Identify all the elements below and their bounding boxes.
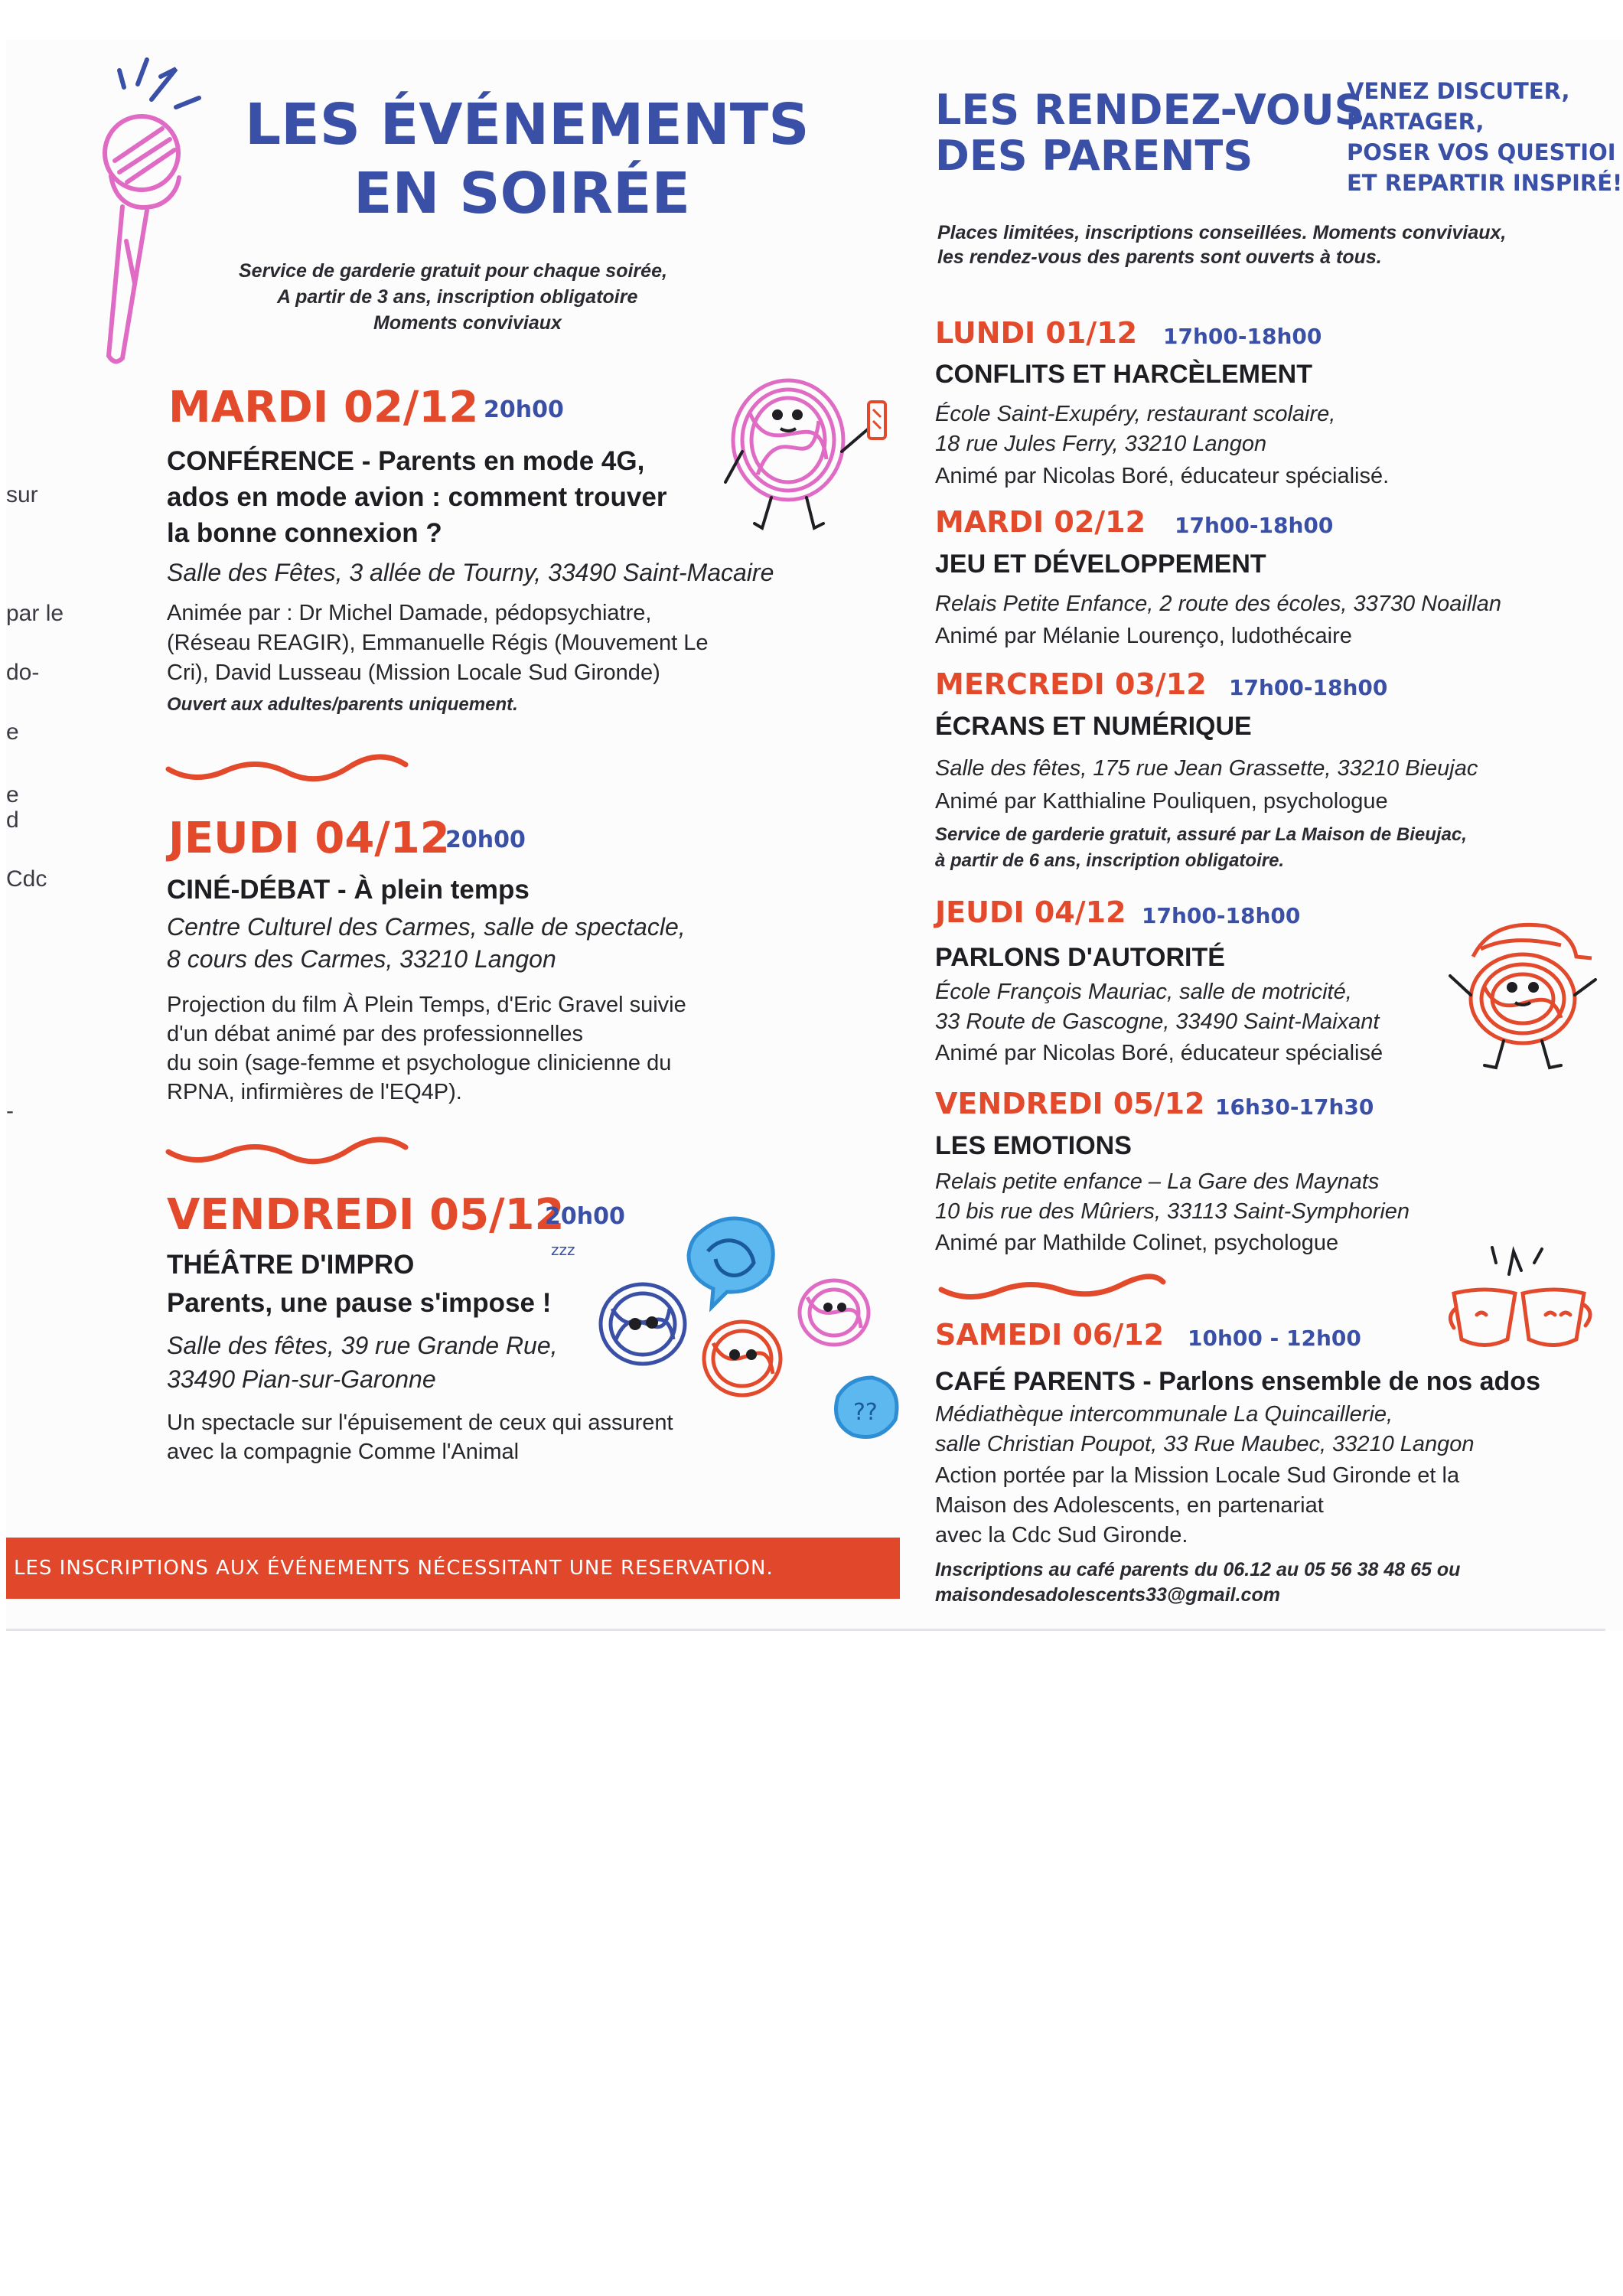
rdv-line: 18 rue Jules Ferry, 33210 Langon [935, 432, 1267, 456]
event-note: Ouvert aux adultes/parents uniquement. [167, 694, 518, 715]
event-place: 33490 Pian-sur-Garonne [167, 1365, 436, 1393]
rdv-day: MARDI 02/12 [935, 505, 1146, 539]
event-time: 20h00 [484, 396, 564, 423]
rdv-line: Maison des Adolescents, en partenariat [935, 1493, 1324, 1518]
microphone-icon [61, 54, 230, 375]
cap-character-icon [1439, 903, 1607, 1079]
rdv-note: Inscriptions au café parents du 06.12 au 05 56 38 48 65 ou [935, 1559, 1461, 1580]
rdv-title: PARLONS D'AUTORITÉ [935, 943, 1225, 972]
coffee-cups-icon [1439, 1240, 1599, 1355]
rdv-line: Relais petite enfance – La Gare des Maynats [935, 1169, 1380, 1194]
svg-text:zzz: zzz [551, 1241, 575, 1259]
event-place: Salle des Fêtes, 3 allée de Tourny, 33490 Saint-Macaire [167, 559, 774, 586]
left-intro-line: Service de garderie gratuit pour chaque soirée, [239, 260, 667, 282]
event-day: VENDREDI 05/12 [167, 1190, 565, 1240]
event-title: Parents, une pause s'impose ! [167, 1288, 552, 1318]
rdv-line: Animé par Nicolas Boré, éducateur spécialisé [935, 1041, 1383, 1065]
rdv-time: 16h30-17h30 [1215, 1094, 1374, 1120]
rdv-line: Animé par Mathilde Colinet, psychologue [935, 1231, 1339, 1255]
left-intro-line: A partir de 3 ans, inscription obligatoire [277, 286, 638, 308]
right-intro-line: les rendez-vous des parents sont ouverts à tous. [937, 246, 1382, 268]
event-place: Centre Culturel des Carmes, salle de spectacle, [167, 913, 686, 941]
rdv-note: Service de garderie gratuit, assuré par La Maison de Bieujac, [935, 824, 1467, 845]
event-desc: avec la compagnie Comme l'Animal [167, 1440, 520, 1464]
rdv-day: JEUDI 04/12 [935, 895, 1126, 929]
rdv-note: à partir de 6 ans, inscription obligatoire. [935, 850, 1285, 871]
rdv-line: École François Mauriac, salle de motricité, [935, 980, 1352, 1004]
event-time: 20h00 [445, 827, 526, 853]
event-desc: RPNA, infirmières de l'EQ4P). [167, 1080, 462, 1104]
left-cutoff-text: d [6, 807, 19, 833]
event-title: CINÉ-DÉBAT - À plein temps [167, 875, 530, 905]
rdv-title: ÉCRANS ET NUMÉRIQUE [935, 712, 1252, 741]
event-place: Salle des fêtes, 39 rue Grande Rue, [167, 1332, 558, 1359]
rdv-note: maisondesadolescents33@gmail.com [935, 1584, 1280, 1606]
registration-banner: LES INSCRIPTIONS AUX ÉVÉNEMENTS NÉCESSITANT UNE RESERVATION. [6, 1538, 900, 1599]
rdv-line: 10 bis rue des Mûriers, 33113 Saint-Symphorien [935, 1199, 1410, 1224]
rdv-line: 33 Route de Gascogne, 33490 Saint-Maixant [935, 1009, 1380, 1034]
rdv-day: LUNDI 01/12 [935, 316, 1138, 350]
decorative-squiggle [937, 1273, 1167, 1303]
event-time: 20h00 [545, 1203, 625, 1230]
rdv-time: 17h00-18h00 [1163, 324, 1322, 349]
rdv-line: Relais Petite Enfance, 2 route des écoles, 33730 Noaillan [935, 592, 1501, 616]
rdv-time: 17h00-18h00 [1142, 903, 1301, 928]
right-side-text: ET REPARTIR INSPIRÉ! [1347, 170, 1623, 196]
left-cutoff-text: e [6, 782, 19, 807]
event-title: CONFÉRENCE - Parents en mode 4G, [167, 446, 645, 476]
scan-edge [6, 1629, 1605, 1631]
rdv-line: Salle des fêtes, 175 rue Jean Grassette, 33210 Bieujac [935, 756, 1478, 781]
left-cutoff-text: do- [6, 660, 40, 685]
rdv-title: CAFÉ PARENTS - Parlons ensemble de nos ados [935, 1367, 1540, 1396]
bubble-characters-icon [536, 1209, 903, 1462]
rdv-day: VENDREDI 05/12 [935, 1087, 1205, 1120]
event-title: THÉÂTRE D'IMPRO [167, 1250, 415, 1280]
event-place: 8 cours des Carmes, 33210 Langon [167, 945, 556, 973]
rdv-title: JEU ET DÉVELOPPEMENT [935, 550, 1266, 579]
right-side-text: PARTAGER, [1347, 109, 1484, 135]
right-title-line1: LES RENDEZ-VOUS [935, 86, 1364, 134]
left-title-line1: LES ÉVÉNEMENTS [245, 92, 810, 158]
event-desc: (Réseau REAGIR), Emmanuelle Régis (Mouvement Le [167, 631, 709, 655]
event-desc: d'un débat animé par des professionnelles [167, 1022, 584, 1046]
right-side-text: VENEZ DISCUTER, [1347, 78, 1570, 104]
phone-character-icon [712, 367, 918, 559]
event-day: MARDI 02/12 [168, 383, 479, 432]
svg-text:??: ?? [853, 1399, 878, 1426]
event-desc: Projection du film À Plein Temps, d'Eric Gravel suivie [167, 993, 686, 1017]
event-desc: Un spectacle sur l'épuisement de ceux qui assurent [167, 1411, 673, 1435]
left-intro-line: Moments conviviaux [373, 312, 562, 334]
rdv-line: Action portée par la Mission Locale Sud Gironde et la [935, 1463, 1460, 1488]
rdv-time: 10h00 - 12h00 [1188, 1326, 1361, 1351]
event-title: ados en mode avion : comment trouver [167, 482, 667, 512]
decorative-squiggle [165, 754, 409, 784]
event-desc: Animée par : Dr Michel Damade, pédopsychiatre, [167, 601, 652, 625]
rdv-title: CONFLITS ET HARCÈLEMENT [935, 360, 1312, 389]
rdv-time: 17h00-18h00 [1175, 513, 1334, 538]
left-title-line2: EN SOIRÉE [354, 161, 691, 227]
event-title: la bonne connexion ? [167, 518, 442, 548]
rdv-line: Animé par Katthialine Pouliquen, psychologue [935, 789, 1388, 814]
decorative-squiggle [165, 1137, 409, 1167]
left-cutoff-text: par le [6, 601, 64, 626]
rdv-time: 17h00-18h00 [1229, 675, 1388, 700]
left-cutoff-text: - [6, 1098, 14, 1124]
event-desc: Cri), David Lusseau (Mission Locale Sud Gironde) [167, 660, 660, 685]
right-title-line2: DES PARENTS [935, 132, 1253, 180]
rdv-day: SAMEDI 06/12 [935, 1318, 1165, 1352]
left-cutoff-text: e [6, 719, 19, 745]
rdv-title: LES EMOTIONS [935, 1131, 1132, 1160]
right-side-text: POSER VOS QUESTIOI [1347, 139, 1616, 165]
event-desc: du soin (sage-femme et psychologue clinicienne du [167, 1051, 672, 1075]
event-day: JEUDI 04/12 [168, 814, 450, 863]
rdv-line: avec la Cdc Sud Gironde. [935, 1523, 1188, 1548]
left-cutoff-text: sur [6, 482, 38, 507]
rdv-line: Animé par Mélanie Lourenço, ludothécaire [935, 624, 1352, 648]
right-intro-line: Places limitées, inscriptions conseillées. Moments conviviaux, [937, 222, 1507, 243]
left-cutoff-text: Cdc [6, 866, 47, 892]
rdv-line: École Saint-Exupéry, restaurant scolaire, [935, 402, 1336, 426]
rdv-line: Animé par Nicolas Boré, éducateur spécialisé. [935, 464, 1390, 488]
rdv-line: Médiathèque intercommunale La Quincaillerie, [935, 1402, 1393, 1427]
rdv-day: MERCREDI 03/12 [935, 667, 1207, 701]
rdv-line: salle Christian Poupot, 33 Rue Maubec, 33210 Langon [935, 1432, 1475, 1456]
